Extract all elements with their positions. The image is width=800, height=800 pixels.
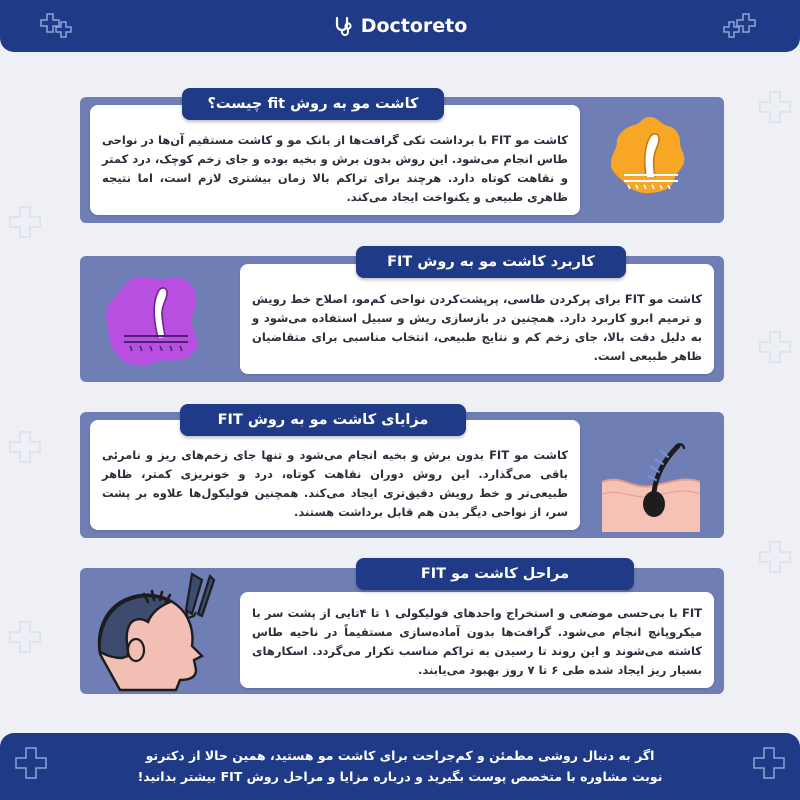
section-card: [240, 592, 714, 688]
brand-name: Doctoreto: [360, 15, 468, 37]
footer-line-1: اگر به دنبال روشی مطمئن و کم‌جراحت برای کاشت مو هستید، همین حالا از دکترتو: [145, 748, 655, 763]
section-body: FIT با بی‌حسی موضعی و استخراج واحدهای فولیکولی ۱ تا ۴تایی از پشت سر با میکروپانچ انجام می‌شود. گرافت‌ها بدون آماده‌سازی مستقیماً در ناحیه طاس کاشته می‌شوند و این روند تا رسیدن به تراکم مناسب تکرار می‌گردد. اسکارهای بسیار ریز ایجاد شده طی ۶ تا ۷ روز بهبود می‌یابند.: [252, 606, 702, 677]
footer-bar: [0, 733, 800, 800]
cross-icon: [752, 746, 786, 780]
footer-cta: [70, 745, 730, 787]
section-card: [90, 420, 580, 530]
head-transplant-icon: [92, 568, 240, 692]
section-card: [240, 264, 714, 374]
background-cross-icon: [758, 540, 792, 574]
section-body: کاشت مو FIT برای پرکردن طاسی، پرپشت‌کردن نواحی کم‌مو، اصلاح خط رویش و ترمیم ابرو کاربرد دارد. همچنین در بازسازی ریش و سبیل استفاده می‌شود و به دلیل دقت بالا، جای زخم کم و نتایج طبیعی، انتخاب مناسبی برای متقاضیان ظاهر طبیعی است.: [252, 292, 703, 363]
background-cross-icon: [758, 330, 792, 364]
section-title: مزایای کاشت مو به روش FIT: [180, 404, 466, 436]
cross-icon: [14, 746, 48, 780]
hair-root-skin-icon: [596, 432, 706, 532]
brand-logo: [0, 12, 800, 40]
section-title: کاشت مو به روش fit چیست؟: [182, 88, 444, 120]
section-body: کاشت مو FIT بدون برش و بخیه انجام می‌شود و تنها جای زخم‌های ریز و نامرئی باقی می‌گذارد. این روش دوران نقاهت کوتاه، درد و خونریزی کمتر، ظاهر طبیعی‌تر و خط رویش دقیق‌تری ایجاد می‌کند. همچنین فولیکول‌ها علاوه بر پشت سر، از نواحی دیگر بدن هم قابل برداشت هستند.: [102, 448, 568, 519]
cross-icon: [722, 10, 756, 40]
footer-line-2: نوبت مشاوره با متخصص پوست بگیرید و درباره مزایا و مراحل روش FIT بیشتر بدانید!: [137, 769, 663, 784]
stethoscope-icon: [333, 15, 355, 37]
hair-follicle-icon: [100, 266, 210, 370]
section-body: کاشت مو FIT با برداشت تکی گرافت‌ها از بانک مو و کاشت مستقیم آن‌ها در نواحی طاس انجام می‌شود. این روش بدون برش و بخیه بوده و جای زخم کوچک، درد کمتر و نقاهت کوتاه دارد. هرچند برای تراکم بالا زمان بیشتری لازم است، اما نتیجه ظاهری طبیعی و یکنواخت ایجاد می‌کند.: [102, 133, 568, 204]
section-title: مراحل کاشت مو FIT: [356, 558, 634, 590]
section-title: کاربرد کاشت مو به روش FIT: [356, 246, 626, 278]
background-cross-icon: [758, 90, 792, 124]
background-cross-icon: [8, 430, 42, 464]
background-cross-icon: [8, 620, 42, 654]
section-card: [90, 105, 580, 215]
hair-follicle-icon: [602, 111, 698, 207]
background-cross-icon: [8, 205, 42, 239]
header-bar: [0, 0, 800, 52]
